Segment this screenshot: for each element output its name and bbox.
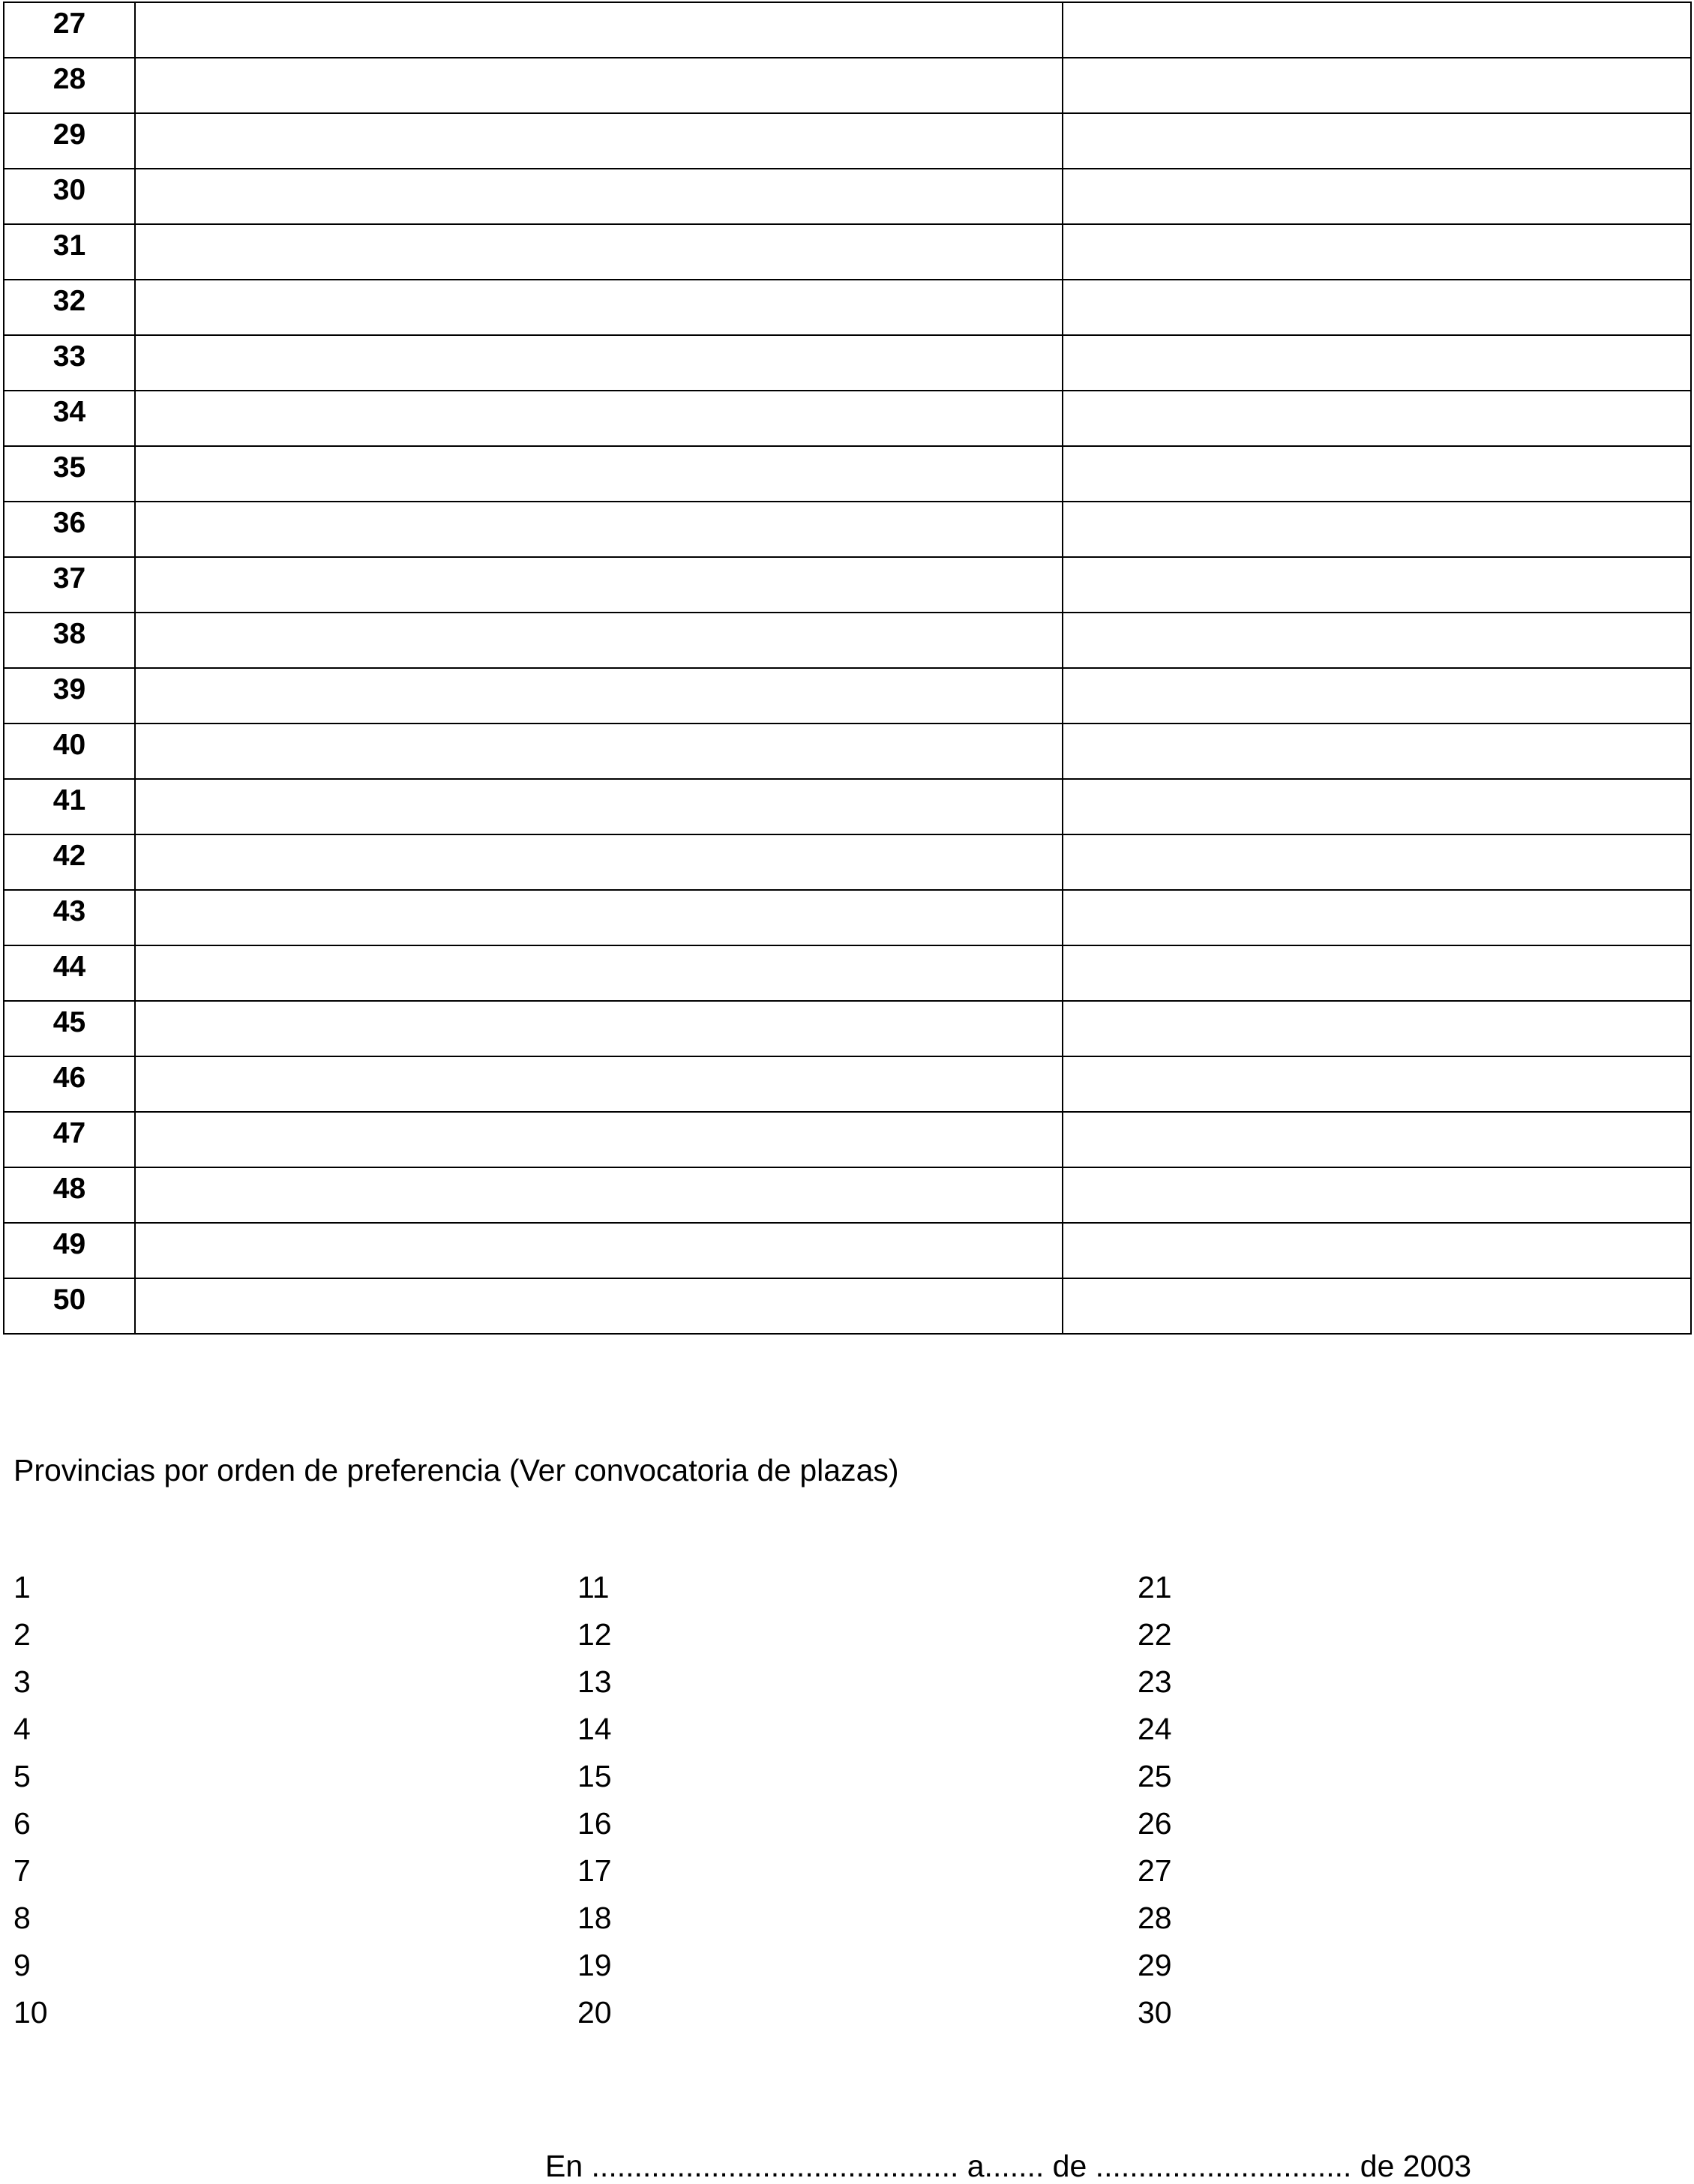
row-number: 39 — [4, 668, 135, 724]
province-number: 4 — [13, 1712, 31, 1746]
province-number: 22 — [1138, 1617, 1172, 1652]
preference-table-body — [4, 2, 1691, 1334]
province-number: 5 — [13, 1759, 31, 1793]
province-number: 16 — [577, 1806, 612, 1841]
row-number: 37 — [4, 557, 135, 613]
entry-cell-secondary[interactable] — [1063, 557, 1691, 613]
entry-cell-secondary[interactable] — [1063, 1223, 1691, 1278]
provinces-heading: Provincias por orden de preferencia (Ver convocatoria de plazas) — [13, 1453, 899, 1487]
table-row — [4, 668, 1691, 724]
table-row — [4, 1278, 1691, 1334]
entry-cell-secondary[interactable] — [1063, 890, 1691, 945]
entry-cell-secondary[interactable] — [1063, 1056, 1691, 1112]
row-number: 49 — [4, 1223, 135, 1278]
province-number: 23 — [1138, 1664, 1172, 1699]
entry-cell[interactable] — [135, 280, 1063, 335]
table-row — [4, 834, 1691, 890]
table-row — [4, 557, 1691, 613]
province-number: 8 — [13, 1901, 31, 1935]
entry-cell[interactable] — [135, 1278, 1063, 1334]
entry-cell-secondary[interactable] — [1063, 945, 1691, 1001]
row-number: 32 — [4, 280, 135, 335]
entry-cell[interactable] — [135, 1056, 1063, 1112]
entry-cell[interactable] — [135, 779, 1063, 834]
table-row — [4, 502, 1691, 557]
province-number: 14 — [577, 1712, 612, 1746]
province-number: 24 — [1138, 1712, 1172, 1746]
table-row — [4, 1001, 1691, 1056]
table-row — [4, 1167, 1691, 1223]
entry-cell-secondary[interactable] — [1063, 2, 1691, 58]
table-row — [4, 1112, 1691, 1167]
entry-cell-secondary[interactable] — [1063, 1112, 1691, 1167]
province-number: 1 — [13, 1570, 31, 1604]
table-row — [4, 391, 1691, 446]
row-number: 30 — [4, 169, 135, 224]
entry-cell[interactable] — [135, 224, 1063, 280]
provinces-column-1 — [13, 1564, 238, 2036]
entry-cell[interactable] — [135, 2, 1063, 58]
entry-cell-secondary[interactable] — [1063, 58, 1691, 113]
entry-cell-secondary[interactable] — [1063, 113, 1691, 169]
preference-table — [3, 1, 1692, 1335]
entry-cell[interactable] — [135, 502, 1063, 557]
row-number: 36 — [4, 502, 135, 557]
row-number: 38 — [4, 613, 135, 668]
entry-cell[interactable] — [135, 834, 1063, 890]
entry-cell-secondary[interactable] — [1063, 280, 1691, 335]
province-number: 6 — [13, 1806, 31, 1841]
province-number: 29 — [1138, 1948, 1172, 1982]
row-number: 27 — [4, 2, 135, 58]
province-number: 27 — [1138, 1853, 1172, 1888]
row-number: 43 — [4, 890, 135, 945]
table-row — [4, 280, 1691, 335]
entry-cell[interactable] — [135, 668, 1063, 724]
row-number: 50 — [4, 1278, 135, 1334]
row-number: 47 — [4, 1112, 135, 1167]
provinces-column-2 — [577, 1564, 802, 2036]
row-number: 40 — [4, 724, 135, 779]
entry-cell[interactable] — [135, 945, 1063, 1001]
province-number: 13 — [577, 1664, 612, 1699]
province-number: 20 — [577, 1995, 612, 2030]
province-number: 7 — [13, 1853, 31, 1888]
row-number: 35 — [4, 446, 135, 502]
province-number: 9 — [13, 1948, 31, 1982]
entry-cell-secondary[interactable] — [1063, 169, 1691, 224]
entry-cell[interactable] — [135, 446, 1063, 502]
province-number: 11 — [577, 1570, 610, 1604]
entry-cell[interactable] — [135, 890, 1063, 945]
table-row — [4, 613, 1691, 668]
province-number: 26 — [1138, 1806, 1172, 1841]
table-row — [4, 890, 1691, 945]
row-number: 28 — [4, 58, 135, 113]
entry-cell[interactable] — [135, 1112, 1063, 1167]
province-number: 28 — [1138, 1901, 1172, 1935]
table-row — [4, 945, 1691, 1001]
table-row — [4, 2, 1691, 58]
entry-cell-secondary[interactable] — [1063, 724, 1691, 779]
row-number: 46 — [4, 1056, 135, 1112]
entry-cell-secondary[interactable] — [1063, 502, 1691, 557]
entry-cell-secondary[interactable] — [1063, 446, 1691, 502]
entry-cell-secondary[interactable] — [1063, 834, 1691, 890]
entry-cell[interactable] — [135, 113, 1063, 169]
entry-cell-secondary[interactable] — [1063, 335, 1691, 391]
province-number: 18 — [577, 1901, 612, 1935]
province-number: 25 — [1138, 1759, 1172, 1793]
entry-cell-secondary[interactable] — [1063, 779, 1691, 834]
province-number: 30 — [1138, 1995, 1172, 2030]
province-number: 10 — [13, 1995, 48, 2030]
table-row — [4, 724, 1691, 779]
table-row — [4, 1056, 1691, 1112]
entry-cell[interactable] — [135, 1167, 1063, 1223]
row-number: 48 — [4, 1167, 135, 1223]
row-number: 42 — [4, 834, 135, 890]
entry-cell-secondary[interactable] — [1063, 1001, 1691, 1056]
entry-cell[interactable] — [135, 1001, 1063, 1056]
table-row — [4, 446, 1691, 502]
row-number: 33 — [4, 335, 135, 391]
province-number: 2 — [13, 1617, 31, 1652]
entry-cell[interactable] — [135, 335, 1063, 391]
province-number: 19 — [577, 1948, 612, 1982]
province-number: 21 — [1138, 1570, 1172, 1604]
row-number: 41 — [4, 779, 135, 834]
place-date-signature-line: En ........................................... a....... de .............................. de 2003 — [545, 2149, 1472, 2183]
entry-cell[interactable] — [135, 391, 1063, 446]
province-number: 12 — [577, 1617, 612, 1652]
entry-cell[interactable] — [135, 557, 1063, 613]
table-row — [4, 1223, 1691, 1278]
row-number: 29 — [4, 113, 135, 169]
table-row — [4, 224, 1691, 280]
provinces-column-3 — [1138, 1564, 1363, 2036]
entry-cell-secondary[interactable] — [1063, 613, 1691, 668]
table-row — [4, 779, 1691, 834]
row-number: 31 — [4, 224, 135, 280]
entry-cell[interactable] — [135, 613, 1063, 668]
table-row — [4, 335, 1691, 391]
entry-cell[interactable] — [135, 169, 1063, 224]
row-number: 44 — [4, 945, 135, 1001]
entry-cell-secondary[interactable] — [1063, 668, 1691, 724]
entry-cell-secondary[interactable] — [1063, 1167, 1691, 1223]
entry-cell[interactable] — [135, 1223, 1063, 1278]
table-row — [4, 113, 1691, 169]
row-number: 34 — [4, 391, 135, 446]
table-row — [4, 169, 1691, 224]
entry-cell-secondary[interactable] — [1063, 1278, 1691, 1334]
province-number: 3 — [13, 1664, 31, 1699]
entry-cell[interactable] — [135, 724, 1063, 779]
province-number: 17 — [577, 1853, 612, 1888]
row-number: 45 — [4, 1001, 135, 1056]
entry-cell-secondary[interactable] — [1063, 391, 1691, 446]
table-row — [4, 58, 1691, 113]
entry-cell-secondary[interactable] — [1063, 224, 1691, 280]
province-number: 15 — [577, 1759, 612, 1793]
entry-cell[interactable] — [135, 58, 1063, 113]
